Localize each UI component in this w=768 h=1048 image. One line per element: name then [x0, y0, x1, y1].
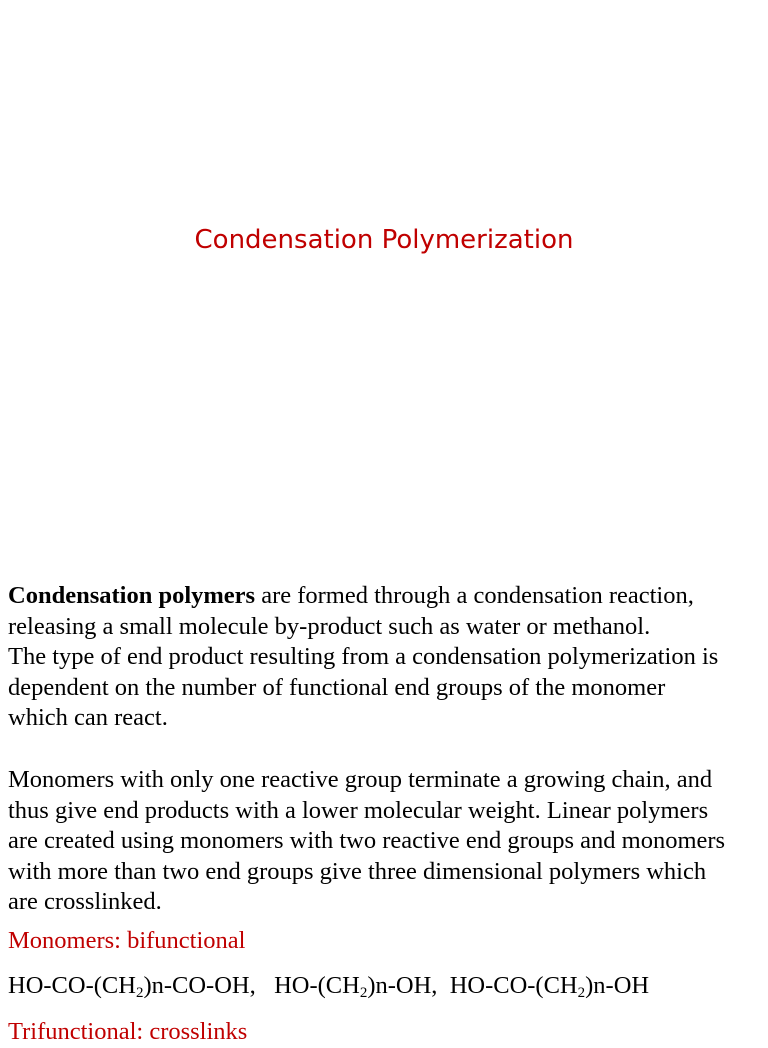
trifunctional-heading: Trifunctional: crosslinks	[8, 1018, 248, 1045]
formula-text: HO-CO-(CH	[449, 972, 578, 999]
monomer-paragraph	[8, 765, 760, 918]
formula-text: )n-CO-OH,	[143, 972, 256, 999]
formula-3	[450, 972, 649, 999]
paragraph-line: are crosslinked.	[8, 888, 162, 916]
formula-1	[8, 972, 256, 999]
formula-text: )n-OH	[585, 972, 650, 999]
paragraph-line: Monomers with only one reactive group terminate a growing chain, and	[8, 766, 713, 793]
paragraph-line	[8, 581, 760, 612]
paragraph-line: with more than two end groups give three dimensional polymers which	[8, 857, 707, 885]
formula-subscript: 2	[359, 985, 368, 1001]
paragraph-line: are created using monomers with two reactive end groups and monomers	[8, 827, 726, 855]
bold-term: Condensation polymers	[8, 582, 256, 609]
paragraph-line: which can react.	[8, 704, 168, 732]
paragraph-line: dependent on the number of functional end groups of the monomer	[8, 673, 666, 701]
formula-text: HO-CO-(CH	[8, 972, 136, 999]
paragraph-line: thus give end products with a lower molecular weight. Linear polymers	[8, 796, 709, 824]
formula-subscript: 2	[577, 985, 586, 1001]
paragraph-line: The type of end product resulting from a condensation polymerization is	[8, 643, 719, 671]
formula-text: )n-OH,	[367, 972, 438, 999]
paragraph-line: releasing a small molecule by-product such as water or methanol.	[8, 612, 651, 640]
intro-paragraph	[8, 581, 760, 734]
formula-text: HO-(CH	[274, 972, 360, 999]
formula-line	[8, 970, 649, 1002]
formula-2	[274, 972, 437, 999]
monomers-heading: Monomers: bifunctional	[8, 927, 246, 954]
page-title: Condensation Polymerization	[194, 225, 574, 255]
line-text: are formed through a condensation reaction,	[255, 582, 694, 609]
formula-subscript: 2	[135, 985, 144, 1001]
